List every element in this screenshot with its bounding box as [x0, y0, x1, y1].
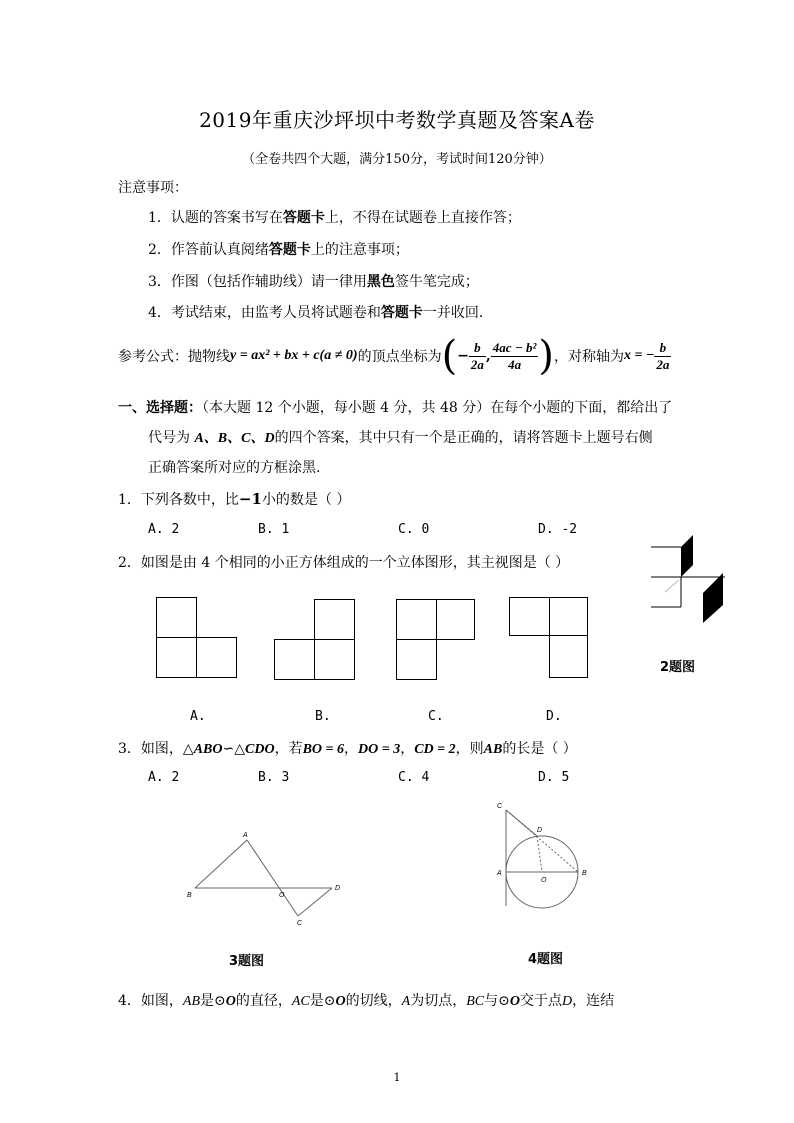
q3-option-d[interactable]: D. 5: [538, 770, 570, 785]
note-1-a: 1．认题的答案书写在: [148, 210, 283, 226]
note-2: [148, 239, 409, 259]
q4-s5: 为切点，: [410, 993, 467, 1009]
q3-cond-do: DO = 3: [358, 742, 401, 757]
square: [510, 598, 550, 636]
q3-stem-d: 的长是（ ）: [502, 741, 577, 757]
label-o: O: [279, 892, 285, 899]
q1-option-d[interactable]: D. -2: [538, 522, 578, 537]
parabola-equation: y = ax² + bx + c(a ≠ 0): [230, 348, 358, 363]
q1-option-b[interactable]: B. 1: [258, 522, 290, 537]
left-paren: (: [441, 333, 458, 379]
section-1-label: 一、选择题：: [118, 400, 202, 416]
vertex-x-den: 2a: [470, 356, 484, 372]
square: [315, 640, 355, 680]
vertex-x-fraction: [469, 340, 486, 373]
formula-mid: 的顶点坐标为: [357, 349, 442, 365]
note-1: [148, 207, 521, 227]
note-2-c: 上的注意事项；: [310, 242, 409, 258]
q1-option-c[interactable]: C. 0: [398, 522, 430, 537]
q4-s1: 是⊙: [200, 993, 226, 1009]
label-c: C: [297, 920, 303, 927]
note-3-c: 签牛笔完成；: [394, 274, 479, 290]
q3-tri2-pre: △: [234, 741, 245, 757]
q1-stem-a: 1．下列各数中，比: [118, 492, 239, 508]
q2-cube-figure: [645, 535, 730, 625]
note-1-b: 答题卡: [282, 210, 325, 226]
q3-option-a[interactable]: A. 2: [148, 770, 180, 785]
q2-option-d-figure[interactable]: [509, 597, 593, 681]
q3-cond-cd: CD = 2: [414, 742, 456, 757]
note-1-c: 上，不得在试题卷上直接作答；: [324, 210, 521, 226]
q4-d: D: [561, 994, 573, 1009]
q4-s6: 与⊙: [484, 993, 510, 1009]
q2-option-b[interactable]: B.: [315, 709, 331, 724]
axis-num: b: [654, 340, 671, 357]
square: [315, 600, 355, 640]
q2-stem: 2．如图是由 4 个相同的小正方体组成的一个立体图形，其主视图是（ ）: [118, 555, 570, 571]
section-1-desc: （本大题 12 个小题，每小题 4 分，共 48 分）在每个小题的下面，都给出了: [202, 400, 673, 416]
q3-option-c[interactable]: C. 4: [398, 770, 430, 785]
q3-option-b[interactable]: B. 3: [258, 770, 290, 785]
square: [397, 640, 437, 680]
q3-cond-bo: BO = 6: [302, 742, 344, 757]
section-1-line1: [118, 397, 672, 417]
option-codes: A、B、C、D: [194, 431, 275, 446]
square: [550, 636, 588, 678]
section-1-line2b: 的四个答案，其中只有一个是正确的，请将答题卡上题号右侧: [274, 430, 653, 446]
vertex-y-fraction: [491, 340, 539, 373]
q3-tri2: CDO: [245, 742, 275, 757]
q4-figure: [492, 800, 602, 910]
label-d: D: [537, 827, 543, 834]
reference-formula: [118, 334, 671, 378]
q1-number: −1: [238, 490, 262, 508]
comma: ,: [485, 348, 491, 364]
label-b: B: [582, 870, 587, 877]
right-paren: ): [538, 333, 554, 379]
cube-shaded-face: [703, 573, 723, 623]
q4-s4: 的切线，: [345, 993, 402, 1009]
page-number: 1: [393, 1071, 401, 1084]
formula-prefix: 参考公式：抛物线: [118, 349, 230, 365]
q3-stem-b: ，若: [274, 741, 303, 757]
page-title: 2019年重庆沙坪坝中考数学真题及答案A卷: [199, 108, 595, 132]
axis-text: ，对称轴为: [553, 349, 624, 365]
q2-option-a[interactable]: A.: [190, 709, 206, 724]
label-a: A: [243, 832, 248, 839]
segment-dc: [298, 888, 332, 916]
label-a: A: [497, 870, 502, 877]
q4-stem-a: 4．如图，: [118, 993, 183, 1009]
section-1-line3: 正确答案所对应的方框涂黑.: [148, 460, 321, 476]
segment-od: [537, 836, 542, 872]
q3-stem: 3．如图，△ABO∽△CDO，若BO = 6，DO = 3，CD = 2，则AB的长是（ ）: [118, 741, 577, 757]
segment-ab: [195, 840, 247, 888]
q4-s3: 是⊙: [309, 993, 336, 1009]
q1-stem: [118, 489, 350, 509]
exam-subtitle: （全卷共四个大题，满分150分，考试时间120分钟）: [242, 152, 552, 167]
square: [197, 638, 237, 678]
square: [437, 600, 475, 640]
q1-option-a[interactable]: A. 2: [148, 522, 180, 537]
minus-sign: −: [457, 348, 469, 364]
square: [550, 598, 588, 636]
q4-o2: O: [335, 994, 346, 1009]
note-2-b: 答题卡: [268, 242, 311, 258]
section-1-line2: [148, 427, 653, 447]
note-4-a: 4．考试结束，由监考人员将试题卷和: [148, 305, 381, 321]
note-2-a: 2．作答前认真阅绪: [148, 242, 269, 258]
vertex-y-num: 4ac − b²: [492, 339, 537, 355]
label-o: O: [541, 877, 547, 884]
q2-fig-caption: 2题图: [660, 660, 696, 675]
note-3: [148, 271, 479, 291]
q2-option-a-figure[interactable]: [156, 597, 240, 681]
q3-figure: [185, 828, 345, 928]
q1-stem-b: 小的数是（ ）: [261, 492, 351, 508]
label-b: B: [187, 892, 192, 899]
note-3-a: 3．作图（包括作辅助线）请一律用: [148, 274, 367, 290]
axis-den: 2a: [656, 356, 670, 372]
q4-bc: BC: [466, 994, 485, 1009]
q4-s8: ，连结: [572, 993, 615, 1009]
q4-ab: AB: [182, 994, 201, 1009]
q2-option-c-figure[interactable]: [396, 599, 480, 683]
q4-o3: O: [509, 994, 520, 1009]
segment-ac: [247, 840, 298, 916]
q4-a: A: [401, 994, 411, 1009]
note-4: [148, 302, 483, 322]
q4-ac: AC: [291, 994, 310, 1009]
note-4-c: 一并收回.: [422, 305, 484, 321]
square: [157, 598, 197, 638]
q3-stem-c: ，则: [455, 741, 484, 757]
label-d: D: [335, 885, 341, 892]
square: [275, 640, 315, 680]
q4-stem: [118, 990, 614, 1010]
q4-s2: 的直径，: [235, 993, 292, 1009]
note-3-b: 黑色: [366, 274, 395, 290]
note-4-b: 答题卡: [380, 305, 423, 321]
q3-tri1: ABO: [193, 742, 223, 757]
vertex-x-num: b: [469, 340, 486, 357]
vertex-y-den: 4a: [508, 356, 522, 372]
cube-hidden-edge: [665, 580, 679, 592]
q2-option-b-figure[interactable]: [274, 599, 358, 683]
q3-sim: ∽: [222, 741, 235, 757]
axis-equation: x = −: [623, 348, 655, 363]
axis-fraction: [654, 340, 671, 373]
section-1-line2a: 代号为: [148, 430, 195, 446]
q4-fig-caption: 4题图: [528, 952, 564, 967]
q4-o1: O: [225, 994, 236, 1009]
segment-cd: [506, 810, 537, 836]
q2-option-c[interactable]: C.: [428, 709, 444, 724]
label-c: C: [497, 803, 503, 810]
square: [397, 600, 437, 640]
q3-ab: AB: [483, 742, 503, 757]
q3-fig-caption: 3题图: [229, 954, 265, 969]
cube-shaded-face: [681, 535, 693, 577]
q3-stem-a: 3．如图，△: [118, 741, 194, 757]
notes-heading: 注意事项：: [118, 180, 188, 196]
q2-option-d[interactable]: D.: [546, 709, 562, 724]
square: [157, 638, 197, 678]
q4-s7: 交于点: [519, 993, 562, 1009]
